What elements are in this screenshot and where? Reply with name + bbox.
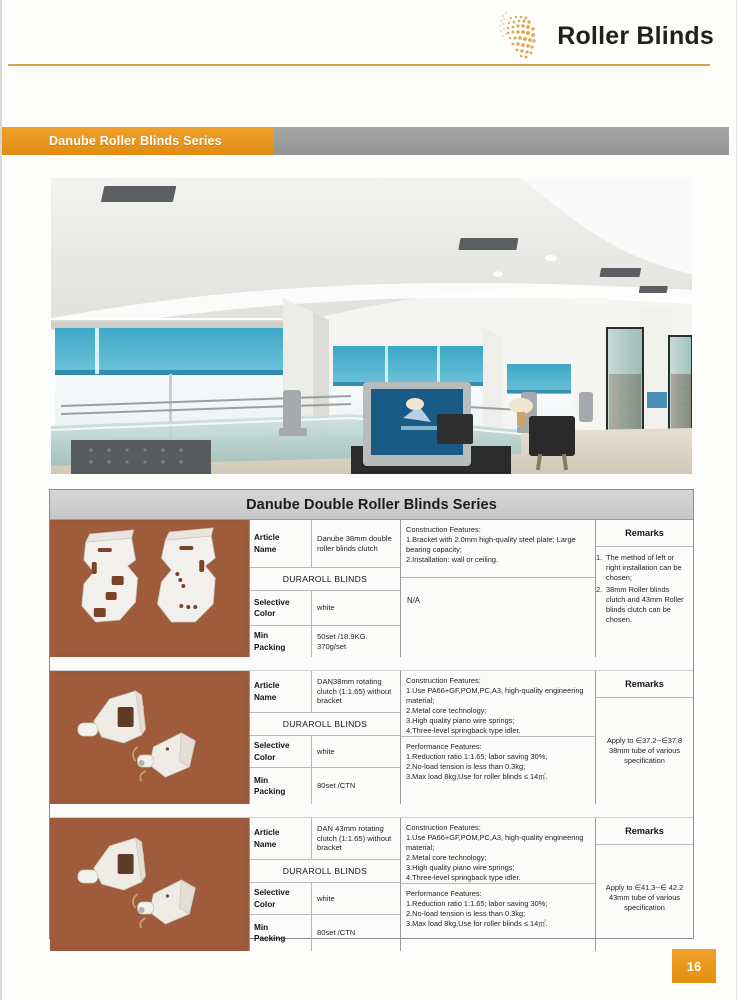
construction-features-title: Construction Features: [406, 823, 481, 832]
remarks-body: Apply to ∈37.2--∈37.8 38mm tube of various specification [606, 735, 683, 766]
performance-features [401, 737, 595, 786]
label-line2: Name [254, 692, 277, 702]
construction-features-item: 2.Metal core technology; [406, 705, 487, 715]
construction-features-item: 3.High quality piano wire springs; [406, 862, 515, 872]
construction-features-item: 1.Use PA66+GF,POM,PC,A3, high-quality engineering material; [406, 685, 584, 705]
page-number-badge [672, 949, 716, 983]
spec-article-name [250, 671, 400, 713]
label-line2: Color [254, 609, 276, 618]
product-remarks-column [596, 520, 693, 657]
brand-header [481, 10, 714, 62]
series-banner-grey [274, 127, 729, 155]
spec-label-selective-color [250, 591, 312, 625]
spec-label-min-packing [250, 768, 312, 804]
performance-features-item: 3.Max load 8kg,Use for roller blinds ≤ 14㎡. [406, 771, 548, 781]
spec-article-name [250, 520, 400, 568]
features-na: N/A [407, 596, 420, 605]
spec-label-selective-color [250, 736, 312, 767]
series-banner-orange [2, 127, 274, 155]
construction-features-title: Construction Features: [406, 676, 481, 685]
product-photo-brackets [50, 520, 250, 657]
construction-features-title: Construction Features: [406, 525, 481, 534]
spec-value-article-name: Danube 38mm double roller blinds clutch [317, 533, 392, 553]
product-features-column [400, 520, 596, 657]
label-line1: Article [254, 828, 280, 838]
table-row [50, 818, 693, 951]
construction-features [401, 818, 595, 884]
remarks-title: Remarks [596, 818, 693, 845]
spec-label-selective-color [250, 883, 312, 914]
product-spec-column [250, 520, 400, 657]
table-title [50, 490, 693, 520]
construction-features-item: 3.High quality piano wire springs; [406, 715, 515, 725]
product-table [49, 489, 694, 943]
spec-brand: DURAROLL BLINDS [250, 568, 400, 591]
construction-features [401, 520, 595, 578]
label-line2: Color [254, 899, 276, 909]
remarks-body [596, 547, 693, 657]
page-number: 16 [686, 958, 702, 974]
series-banner-label: Danube Roller Blinds Series [49, 134, 222, 148]
label-line2: Name [254, 839, 277, 849]
table-row [50, 520, 693, 657]
remarks-item [596, 585, 686, 626]
series-banner [2, 127, 737, 155]
construction-features-item: 4.Three-level springback type idler. [406, 872, 521, 882]
spec-value-min-packing: 80set /CTN [317, 928, 356, 938]
construction-features [401, 671, 595, 737]
fan-dots-logo-icon [481, 10, 547, 62]
label-line1: Selective [254, 741, 290, 751]
product-spec-column [250, 671, 400, 804]
performance-features [401, 884, 595, 933]
spec-value-selective-color: white [317, 893, 335, 903]
product-features-column [400, 671, 596, 804]
spec-brand: DURAROLL BLINDS [250, 713, 400, 736]
label-line2: Packing [254, 934, 286, 943]
label-line2: Packing [254, 787, 286, 796]
label-line1: Min [254, 631, 269, 641]
remarks-item [596, 553, 686, 584]
remarks-title: Remarks [596, 520, 693, 547]
construction-features-item: 1.Use PA66+GF,POM,PC,A3, high-quality engineering material; [406, 832, 584, 852]
spec-selective-color [250, 736, 400, 768]
spec-selective-color [250, 591, 400, 626]
spec-article-name [250, 818, 400, 860]
spec-label-min-packing [250, 626, 312, 657]
remarks-item-text: 38mm Roller blinds clutch and 43mm Roller blinds clutch can be chosen. [606, 584, 684, 625]
label-line1: Selective [254, 597, 290, 607]
performance-features-item: 1.Reduction ratio 1:1.65; labor saving 30%; [406, 898, 548, 908]
construction-features-item: 2.Metal core technology; [406, 852, 487, 862]
performance-features-item: 1.Reduction ratio 1:1.65; labor saving 30%; [406, 751, 548, 761]
remarks-title: Remarks [596, 671, 693, 698]
performance-features-item: 3.Max load 8kg,Use for roller blinds ≤ 14㎡. [406, 918, 548, 928]
product-remarks-column [596, 818, 693, 951]
row-separator [50, 804, 693, 818]
product-photo-clutch [50, 818, 250, 951]
spec-brand: DURAROLL BLINDS [250, 860, 400, 883]
spec-value-min-packing: 80set /CTN [317, 781, 356, 791]
header-divider [8, 64, 710, 66]
spec-selective-color [250, 883, 400, 915]
construction-features-item: 4.Three-level springback type idler. [406, 725, 521, 735]
row-separator [50, 657, 693, 671]
label-line1: Min [254, 775, 269, 785]
performance-features-title: Performance Features: [406, 742, 482, 751]
spec-label-min-packing [250, 915, 312, 951]
spec-min-packing [250, 768, 400, 804]
spec-value-min-packing: 50set /18.9KG. 370g/set [317, 631, 368, 651]
brand-name: Roller Blinds [557, 21, 714, 50]
office-interior-photo [51, 178, 692, 474]
label-line2: Packing [254, 642, 286, 652]
product-photo-clutch [50, 671, 250, 804]
label-line1: Selective [254, 888, 290, 898]
label-line1: Min [254, 922, 269, 932]
spec-value-article-name: DAN38mm rotating clutch (1:1.65) without bracket [317, 676, 392, 706]
spec-value-selective-color: white [317, 603, 335, 613]
performance-features-item: 2.No-load tension is less than 0.3kg; [406, 761, 526, 771]
spec-label-article-name [250, 671, 312, 712]
remarks-item-number: 2. [596, 584, 603, 594]
product-spec-column [250, 818, 400, 951]
construction-features-item: 1.Bracket with 2.0mm high-quality steel plate; Large bearing capacity; [406, 534, 576, 554]
performance-features-item: 2.No-load tension is less than 0.3kg; [406, 908, 526, 918]
label-line1: Article [254, 533, 280, 543]
spec-min-packing [250, 915, 400, 951]
product-remarks-column [596, 671, 693, 804]
performance-features-title: Performance Features: [406, 889, 482, 898]
remarks-item-number: 1. [596, 553, 603, 562]
table-row [50, 671, 693, 804]
spec-label-article-name [250, 818, 312, 859]
label-line2: Name [254, 544, 277, 554]
remarks-item-text: The method of left or right installation can be chosen; [606, 553, 682, 583]
spec-value-selective-color: white [317, 746, 335, 756]
table-title-text: Danube Double Roller Blinds Series [246, 496, 497, 513]
spec-min-packing [250, 626, 400, 657]
product-features-column [400, 818, 596, 951]
label-line2: Color [254, 752, 276, 762]
remarks-body: Apply to ∈41.3--∈ 42.2 43mm tube of various specification [605, 882, 684, 913]
construction-features-item: 2.Installation: wall or ceiling. [406, 554, 499, 564]
spec-value-article-name: DAN 43mm rotating clutch (1:1.65) without bracket [317, 823, 392, 853]
spec-label-article-name [250, 520, 312, 567]
label-line1: Article [254, 681, 280, 691]
